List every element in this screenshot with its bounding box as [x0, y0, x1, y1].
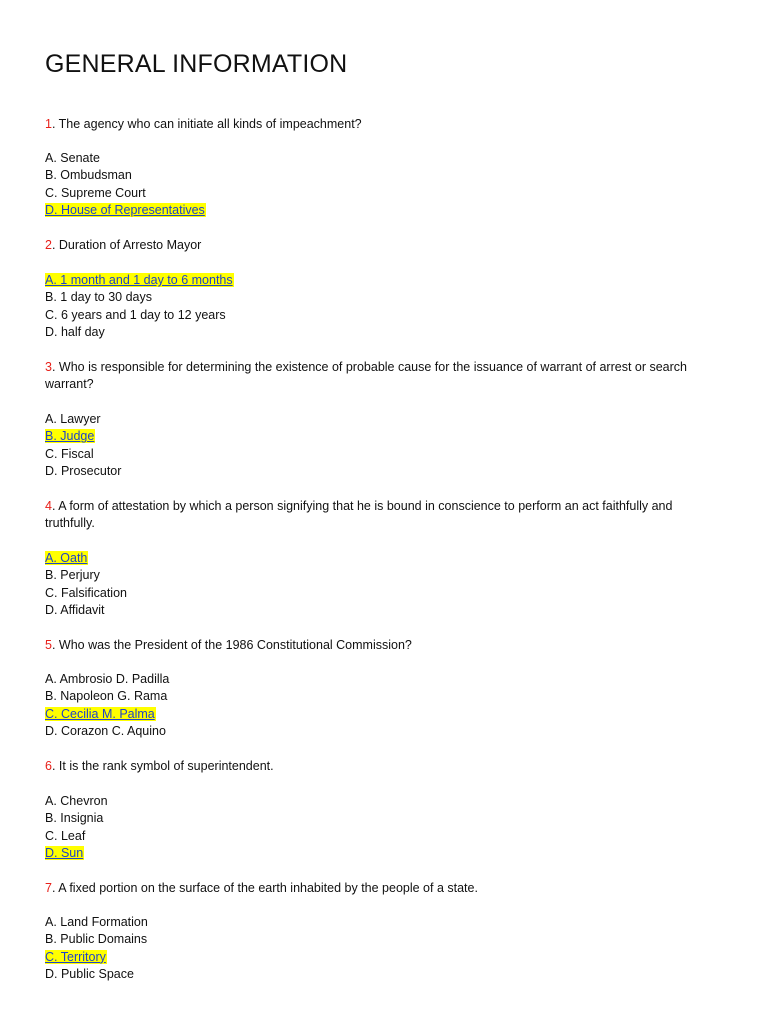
options-6 [45, 793, 109, 862]
question-text: . Duration of Arresto Mayor [51, 238, 202, 252]
option-a: A. Ambrosio D. Padilla [45, 672, 170, 686]
option-c: C. Supreme Court [45, 185, 146, 200]
page-title: GENERAL INFORMATION [45, 50, 348, 78]
question-number: 1 [45, 117, 52, 131]
question-number: 4 [45, 499, 52, 513]
question-text: . Who was the President of the 1986 Constitutional Commission? [51, 638, 412, 652]
options-7 [45, 914, 149, 983]
question-3 [45, 359, 715, 394]
options-3 [45, 411, 122, 480]
option-c: C. Fiscal [45, 446, 94, 461]
question-number: 2 [45, 238, 52, 252]
question-number: 7 [45, 881, 52, 895]
option-a: A. Land Formation [45, 915, 148, 929]
option-a: A. Senate [45, 151, 100, 165]
option-b: B. Perjury [45, 568, 100, 583]
option-b-correct-answer: B. Judge [45, 429, 95, 444]
question-7 [45, 880, 715, 897]
option-b: B. Napoleon G. Rama [45, 689, 168, 704]
option-c: C. Leaf [45, 828, 86, 843]
options-2 [45, 272, 234, 341]
option-c: C. 6 years and 1 day to 12 years [45, 307, 226, 322]
question-4 [45, 498, 715, 533]
options-1 [45, 150, 206, 219]
option-a-correct-answer: A. 1 month and 1 day to 6 months [45, 273, 233, 287]
options-4 [45, 550, 128, 619]
option-b: B. Ombudsman [45, 168, 132, 183]
option-a: A. Lawyer [45, 412, 101, 426]
option-b: B. Insignia [45, 811, 104, 826]
question-text: . A form of attestation by which a person signifying that he is bound in conscience to perform an act faithfully and truthfully. [45, 499, 673, 531]
options-5 [45, 671, 170, 740]
question-text: . Who is responsible for determining the existence of probable cause for the issuance of warrant of arrest or search warrant? [45, 360, 687, 392]
option-a: A. Chevron [45, 794, 108, 808]
option-a-correct-answer: A. Oath [45, 551, 88, 565]
question-number: 5 [45, 638, 52, 652]
question-5 [45, 637, 715, 654]
question-text: . The agency who can initiate all kinds of impeachment? [51, 117, 362, 131]
option-c: C. Falsification [45, 585, 127, 600]
option-d: D. Public Space [45, 966, 134, 981]
question-6 [45, 758, 715, 775]
option-c-correct-answer: C. Cecilia M. Palma [45, 706, 155, 721]
option-d: D. Affidavit [45, 602, 105, 617]
question-text: . A fixed portion on the surface of the earth inhabited by the people of a state. [51, 881, 478, 895]
option-d-correct-answer: D. House of Representatives [45, 202, 205, 217]
option-d: D. half day [45, 324, 105, 339]
question-number: 6 [45, 759, 52, 773]
question-number: 3 [45, 360, 52, 374]
question-text: . It is the rank symbol of superintendent. [51, 759, 274, 773]
option-d: D. Corazon C. Aquino [45, 723, 166, 738]
option-b: B. 1 day to 30 days [45, 290, 153, 305]
option-d-correct-answer: D. Sun [45, 845, 84, 860]
option-d: D. Prosecutor [45, 463, 122, 478]
question-2 [45, 237, 715, 254]
question-1 [45, 116, 715, 133]
option-b: B. Public Domains [45, 932, 148, 947]
option-c-correct-answer: C. Territory [45, 949, 106, 964]
